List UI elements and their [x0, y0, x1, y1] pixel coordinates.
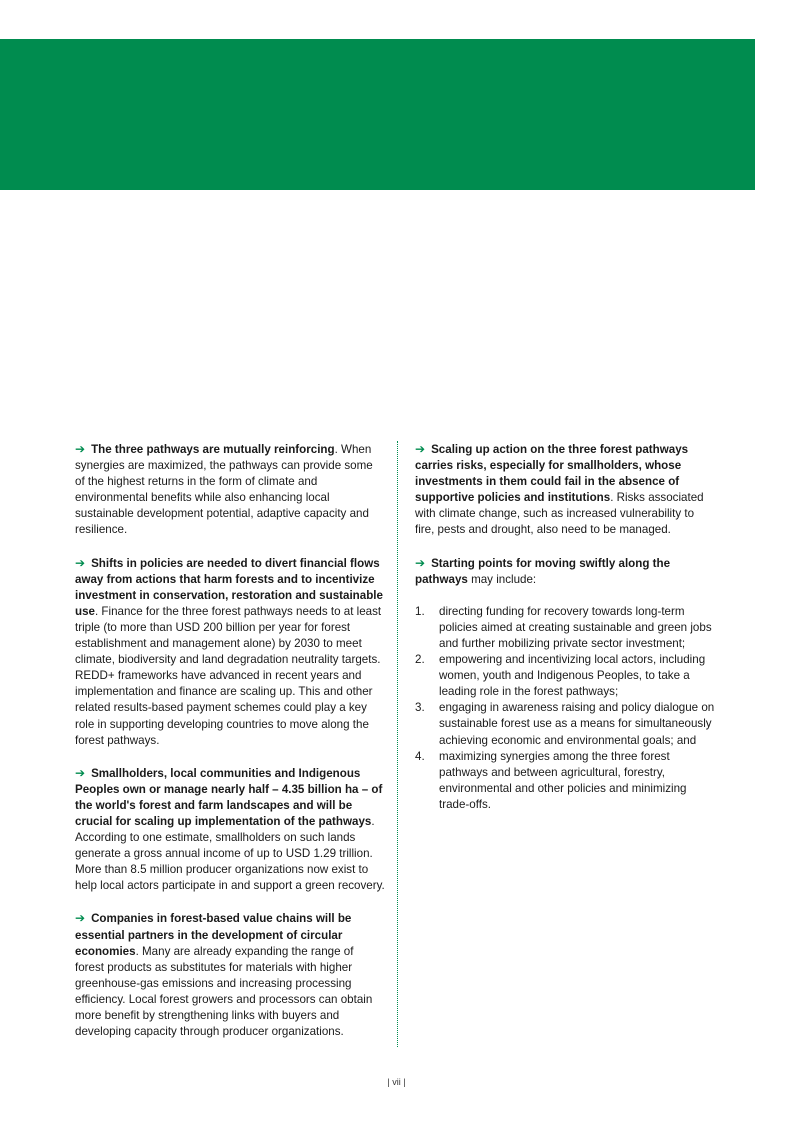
key-message-4-heading: Companies in forest-based value chains will be essential partners in the development of circular economies — [75, 912, 352, 958]
page-number: | vii | — [387, 1077, 406, 1087]
key-message-5-heading: Scaling up action on the three forest pathways carries risks, especially for smallholders, whose investments in them could fail in the absence of supportive policies and institutions — [415, 443, 689, 505]
key-message-1-heading: The three pathways are mutually reinforcing — [91, 443, 335, 456]
list-item-text: engaging in awareness raising and policy dialogue on sustainable forest use as a means for simultaneously achieving economic and environmental goals; and — [439, 701, 715, 747]
starting-points-list — [415, 604, 715, 813]
key-message-3-heading: Smallholders, local communities and Indigenous Peoples own or manage nearly half – 4.35 billion ha – of the world's forest and farm landscapes and will be crucial for scaling up implementation of the pathways — [75, 766, 383, 828]
list-item-text: maximizing synergies among the three forest pathways and between agricultural, forestry, environmental and other policies and minimizing trade-offs. — [439, 749, 687, 811]
left-column — [75, 441, 385, 1056]
key-message-6 — [415, 555, 715, 588]
list-item-text: directing funding for recovery towards long-term policies aimed at creating sustainable and green jobs and further mobilizing private sector investment; — [439, 604, 712, 650]
key-message-4 — [75, 910, 385, 1040]
right-column — [415, 441, 715, 813]
arrow-right-icon: ➔ — [415, 442, 426, 456]
arrow-right-icon: ➔ — [75, 765, 86, 780]
arrow-right-icon: ➔ — [415, 555, 426, 570]
arrow-right-icon: ➔ — [75, 911, 86, 926]
key-message-6-heading: Starting points for moving swiftly along the pathways — [415, 556, 671, 586]
key-message-2-heading: Shifts in policies are needed to divert financial flows away from actions that harm forests and to incentivize investment in conservation, restoration and sustainable use — [75, 556, 383, 618]
key-message-2-body: . Finance for the three forest pathways needs to at least triple (to more than USD 200 billion per year for forest establishment and management alone) by 2030 to meet climate, biodiversity and land degradation neutrality targets. REDD+ frameworks have advanced in recent years and implementation and finance are scaling up. This and other related results-based payment schemes could play a key role in supporting developing countries to move along the forest pathways. — [75, 604, 382, 747]
key-message-5-body: . Risks associated with climate change, such as increased vulnerability to fire, pests and drought, also need to be managed. — [415, 491, 704, 537]
key-message-6-body: may include: — [467, 572, 537, 586]
column-divider — [397, 441, 398, 1047]
list-item-number: 1. — [415, 604, 425, 618]
list-item — [415, 604, 715, 652]
arrow-right-icon: ➔ — [75, 555, 86, 570]
key-message-1 — [75, 441, 385, 539]
list-item — [415, 652, 715, 700]
key-message-1-body: . When synergies are maximized, the pathways can provide some of the highest returns in the form of climate and environmental benefits while also enhancing local sustainable development potential, adaptive capacity and resilience. — [75, 443, 373, 537]
list-item-number: 2. — [415, 653, 425, 667]
key-message-4-body: . Many are already expanding the range of forest products as substitutes for materials with higher greenhouse-gas emissions and increasing processing efficiency. Local forest growers and processors can obtain more benefit by strengthening links with buyers and developing capacity through producer organizations. — [75, 944, 373, 1039]
list-item-text: empowering and incentivizing local actors, including women, youth and Indigenous Peoples, to take a leading role in the forest pathways; — [439, 653, 706, 699]
key-message-3 — [75, 765, 385, 895]
list-item — [415, 700, 715, 748]
list-item — [415, 749, 715, 813]
key-message-5 — [415, 441, 715, 539]
list-item-number: 3. — [415, 701, 425, 715]
key-message-2 — [75, 555, 385, 749]
header-banner — [0, 39, 755, 190]
list-item-number: 4. — [415, 749, 425, 763]
key-message-3-body: . According to one estimate, smallholders on such lands generate a gross annual income of up to USD 1.29 trillion. More than 8.5 million producer organizations now exist to help local actors participate in and support a green recovery. — [75, 814, 385, 893]
arrow-right-icon: ➔ — [75, 442, 86, 456]
